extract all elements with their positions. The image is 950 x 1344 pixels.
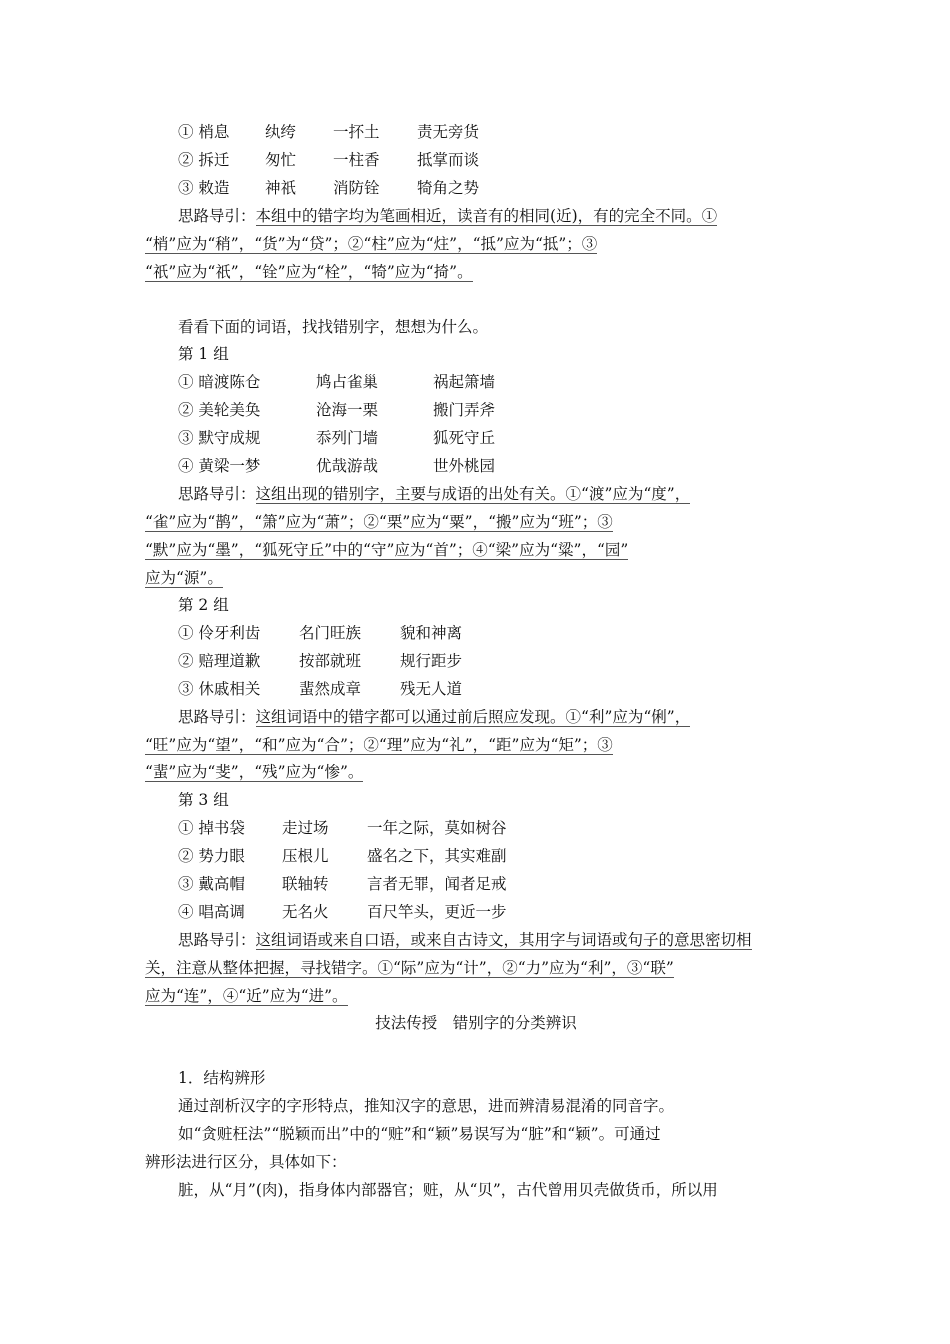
guide-line bbox=[145, 511, 807, 533]
guide-line bbox=[178, 205, 807, 227]
guide-line bbox=[178, 929, 807, 951]
group-title: 第 3 组 bbox=[178, 791, 229, 809]
text: 思路导引： bbox=[178, 485, 256, 503]
text: ② 拆迁 bbox=[178, 151, 230, 169]
text: 规行距步 bbox=[400, 652, 463, 670]
guide-line bbox=[145, 261, 807, 283]
text: ④ 唱高调 bbox=[178, 903, 245, 921]
text: 犄角之势 bbox=[417, 179, 480, 197]
text: “祇”应为“祇”，“铨”应为“栓”，“犄”应为“掎”。 bbox=[145, 263, 473, 281]
text: ③ 戴高帽 bbox=[178, 875, 245, 893]
text: ③ 休戚相关 bbox=[178, 680, 261, 698]
text: 盛名之下，其实难副 bbox=[367, 847, 507, 865]
text: ② 美轮美奂 bbox=[178, 401, 261, 419]
guide-line bbox=[145, 761, 807, 783]
guide-line bbox=[178, 706, 807, 728]
text: “蜚”应为“斐”，“残”应为“惨”。 bbox=[145, 763, 364, 781]
text: 一抔土 bbox=[333, 123, 380, 141]
text: 思路导引： bbox=[178, 708, 256, 726]
text: 残无人道 bbox=[400, 680, 463, 698]
text: “旺”应为“望”，“和”应为“合”；②“理”应为“礼”，“距”应为“矩”；③ bbox=[145, 736, 613, 754]
text: 优哉游哉 bbox=[316, 457, 379, 475]
guide-line bbox=[145, 233, 807, 255]
text: 神祇 bbox=[265, 179, 297, 197]
group-title: 第 1 组 bbox=[178, 345, 229, 363]
text: ① 掉书袋 bbox=[178, 819, 245, 837]
text: 抵掌而谈 bbox=[417, 151, 480, 169]
text: 名门旺族 bbox=[299, 624, 362, 642]
text: ③ 默守成规 bbox=[178, 429, 261, 447]
prompt-text: 看看下面的词语，找找错别字，想想为什么。 bbox=[178, 318, 489, 336]
paragraph: 如“贪赃枉法”“脱颖而出”中的“赃”和“颖”易误写为“脏”和“颖”。可通过 bbox=[178, 1125, 661, 1143]
text: 应为“源”。 bbox=[145, 569, 223, 587]
text: ① 伶牙利齿 bbox=[178, 624, 261, 642]
text: ① 梢息 bbox=[178, 123, 230, 141]
text: ③ 敕造 bbox=[178, 179, 230, 197]
text: 祸起箫墙 bbox=[433, 373, 496, 391]
text: 狐死守丘 bbox=[433, 429, 496, 447]
paragraph: 通过剖析汉字的字形特点，推知汉字的意思，进而辨清易混淆的同音字。 bbox=[178, 1097, 675, 1115]
text: 匆忙 bbox=[265, 151, 297, 169]
text: ④ 黄梁一梦 bbox=[178, 457, 261, 475]
text: ① 暗渡陈仓 bbox=[178, 373, 261, 391]
text: 沧海一栗 bbox=[316, 401, 379, 419]
text: ② 赔理道歉 bbox=[178, 652, 261, 670]
text: 应为“连”，④“近”应为“进”。 bbox=[145, 987, 348, 1005]
text: 这组词语或来自口语，或来自古诗文，其用字与词语或句子的意思密切相 bbox=[255, 931, 752, 949]
guide-line bbox=[145, 567, 807, 589]
method-heading: 1．结构辨形 bbox=[178, 1069, 266, 1087]
text: 关，注意从整体把握，寻找错字。①“际”应为“计”，②“力”应为“利”，③“联” bbox=[145, 959, 674, 977]
guide-line bbox=[145, 985, 807, 1007]
paragraph: 辨形法进行区分，具体如下： bbox=[145, 1153, 347, 1171]
text: ② 势力眼 bbox=[178, 847, 245, 865]
text: 貌和神离 bbox=[400, 624, 463, 642]
text: 一年之际，莫如树谷 bbox=[367, 819, 507, 837]
text: 忝列门墙 bbox=[316, 429, 379, 447]
text: 言者无罪，闻者足戒 bbox=[367, 875, 507, 893]
guide-line bbox=[178, 483, 807, 505]
group-title: 第 2 组 bbox=[178, 596, 229, 614]
text: 消防铨 bbox=[333, 179, 380, 197]
guide-line bbox=[145, 957, 807, 979]
guide-line bbox=[145, 539, 807, 561]
text: 联轴转 bbox=[282, 875, 329, 893]
text: 压根儿 bbox=[282, 847, 329, 865]
text: 按部就班 bbox=[299, 652, 362, 670]
guide-line bbox=[145, 734, 807, 756]
paragraph: 脏，从“月”(肉)，指身体内部器官；赃，从“贝”，古代曾用贝壳做货币，所以用 bbox=[178, 1181, 718, 1199]
text: “雀”应为“鹊”，“箫”应为“萧”；②“栗”应为“粟”，“搬”应为“班”；③ bbox=[145, 513, 613, 531]
text: 鸠占雀巢 bbox=[316, 373, 379, 391]
text: 走过场 bbox=[282, 819, 329, 837]
text: 本组中的错字均为笔画相近，读音有的相同(近)，有的完全不同。① bbox=[255, 207, 718, 225]
text: 纨绔 bbox=[265, 123, 297, 141]
text: 这组词语中的错字都可以通过前后照应发现。①“利”应为“俐”， bbox=[255, 708, 691, 726]
text: “梢”应为“稍”，“货”为“贷”；②“柱”应为“炷”，“抵”应为“抵”；③ bbox=[145, 235, 598, 253]
text: 一柱香 bbox=[333, 151, 380, 169]
text: 思路导引： bbox=[178, 931, 256, 949]
text: 无名火 bbox=[282, 903, 329, 921]
text: 这组出现的错别字，主要与成语的出处有关。①“渡”应为“度”， bbox=[255, 485, 691, 503]
text: 责无旁货 bbox=[417, 123, 480, 141]
section-title: 技法传授 错别字的分类辨识 bbox=[375, 1014, 577, 1032]
text: 世外桃园 bbox=[433, 457, 496, 475]
text: 搬门弄斧 bbox=[433, 401, 496, 419]
text: “默”应为“墨”，“狐死守丘”中的“守”应为“首”；④“梁”应为“粱”，“园” bbox=[145, 541, 629, 559]
text: 思路导引： bbox=[178, 207, 256, 225]
text: 蜚然成章 bbox=[299, 680, 362, 698]
text: 百尺竿头，更近一步 bbox=[367, 903, 507, 921]
